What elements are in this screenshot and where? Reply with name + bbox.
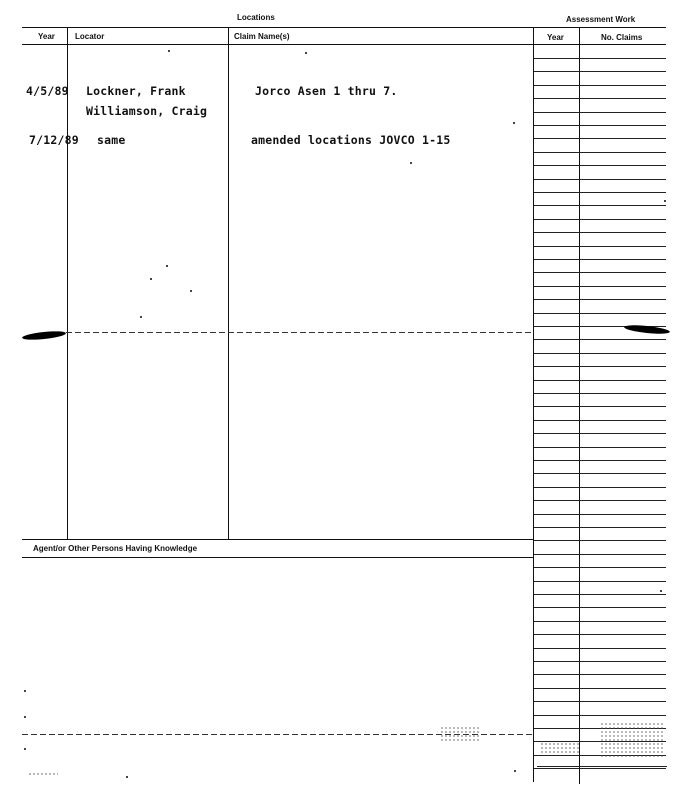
scan-noise	[540, 742, 580, 754]
agent-section-label: Agent/or Other Persons Having Knowledge	[33, 544, 198, 553]
assessment-row-rule	[534, 715, 666, 716]
assessment-row-rule	[534, 112, 666, 113]
assessment-row-rule	[534, 674, 666, 675]
assessment-row-rule	[534, 688, 666, 689]
entry-1-locator-1: Lockner, Frank	[86, 84, 186, 98]
assessment-row-rule	[534, 594, 666, 595]
speck	[168, 50, 170, 52]
assessment-row-rule	[534, 353, 666, 354]
assessment-row-rule	[534, 393, 666, 394]
year-locator-divider	[67, 27, 68, 539]
assessment-row-rule	[534, 540, 666, 541]
assessment-row-rule	[534, 473, 666, 474]
fold-line	[66, 332, 532, 333]
assessment-work-header: Assessment Work	[566, 15, 636, 24]
agent-section-top-rule	[22, 539, 534, 540]
assessment-row-rule	[534, 406, 666, 407]
no-claims-column-header: No. Claims	[601, 33, 643, 42]
year-column-header: Year	[38, 32, 55, 41]
speck	[190, 290, 192, 292]
speck	[24, 748, 26, 750]
assessment-row-rule	[534, 607, 666, 608]
speck	[166, 265, 168, 267]
entry-1-year: 4/5/89	[26, 84, 69, 98]
entry-2-locator: same	[97, 133, 126, 147]
header-bottom-rule	[22, 44, 666, 45]
header-top-rule	[22, 27, 666, 28]
assessment-row-rule	[534, 71, 666, 72]
assessment-row-rule	[534, 58, 666, 59]
entry-1-claim: Jorco Asen 1 thru 7.	[255, 84, 398, 98]
assessment-row-rule	[534, 581, 666, 582]
speck	[410, 162, 412, 164]
ink-mark-left	[22, 330, 66, 342]
assessment-row-rule	[534, 634, 666, 635]
assessment-row-rule	[534, 339, 666, 340]
entry-2-claim: amended locations JOVCO 1-15	[251, 133, 451, 147]
speck	[664, 200, 666, 202]
speck	[140, 316, 142, 318]
speck	[24, 716, 26, 718]
assessment-row-rule	[534, 219, 666, 220]
assessment-row-rule	[534, 165, 666, 166]
assessment-row-rule	[534, 125, 666, 126]
assessment-row-rule	[534, 527, 666, 528]
assessment-row-rule	[534, 768, 666, 769]
assessment-row-rule	[534, 85, 666, 86]
bottom-rule	[537, 766, 667, 767]
assessment-row-rule	[534, 152, 666, 153]
assessment-row-rule	[534, 313, 666, 314]
assessment-row-rule	[534, 286, 666, 287]
scan-noise	[28, 772, 58, 777]
speck	[305, 52, 307, 54]
assessment-row-rule	[534, 514, 666, 515]
assessment-row-rule	[534, 299, 666, 300]
assessment-row-rule	[534, 567, 666, 568]
assessment-row-rule	[534, 380, 666, 381]
assessment-row-rule	[534, 246, 666, 247]
claim-names-column-header: Claim Name(s)	[234, 32, 290, 41]
assessment-row-rule	[534, 420, 666, 421]
assessment-row-rule	[534, 447, 666, 448]
entry-1-locator-2: Williamson, Craig	[86, 104, 208, 118]
locator-claim-divider	[228, 27, 229, 539]
speck	[24, 690, 26, 692]
speck	[126, 776, 128, 778]
claim-assessment-divider	[533, 27, 534, 782]
aw-year-column-header: Year	[547, 33, 564, 42]
assessment-row-rule	[534, 259, 666, 260]
assessment-row-rule	[534, 701, 666, 702]
assessment-row-rule	[534, 366, 666, 367]
assessment-row-rule	[534, 179, 666, 180]
assessment-row-rule	[534, 621, 666, 622]
assessment-row-rule	[534, 192, 666, 193]
speck	[513, 122, 515, 124]
entry-2-year: 7/12/89	[29, 133, 79, 147]
assessment-row-rule	[534, 460, 666, 461]
speck	[514, 770, 516, 772]
assessment-row-rule	[534, 138, 666, 139]
agent-section-label-rule	[22, 557, 534, 558]
scan-noise	[440, 726, 480, 742]
assessment-row-rule	[534, 487, 666, 488]
assessment-row-rule	[534, 661, 666, 662]
speck	[150, 278, 152, 280]
assessment-row-rule	[534, 98, 666, 99]
assessment-row-rule	[534, 205, 666, 206]
scan-noise	[600, 722, 664, 758]
assessment-row-rule	[534, 232, 666, 233]
assessment-row-rule	[534, 272, 666, 273]
assessment-row-rule	[534, 500, 666, 501]
assessment-row-rule	[534, 648, 666, 649]
speck	[660, 590, 662, 592]
assessment-row-rule	[534, 433, 666, 434]
locator-column-header: Locator	[75, 32, 105, 41]
assessment-row-rule	[534, 554, 666, 555]
locations-header: Locations	[237, 13, 275, 22]
